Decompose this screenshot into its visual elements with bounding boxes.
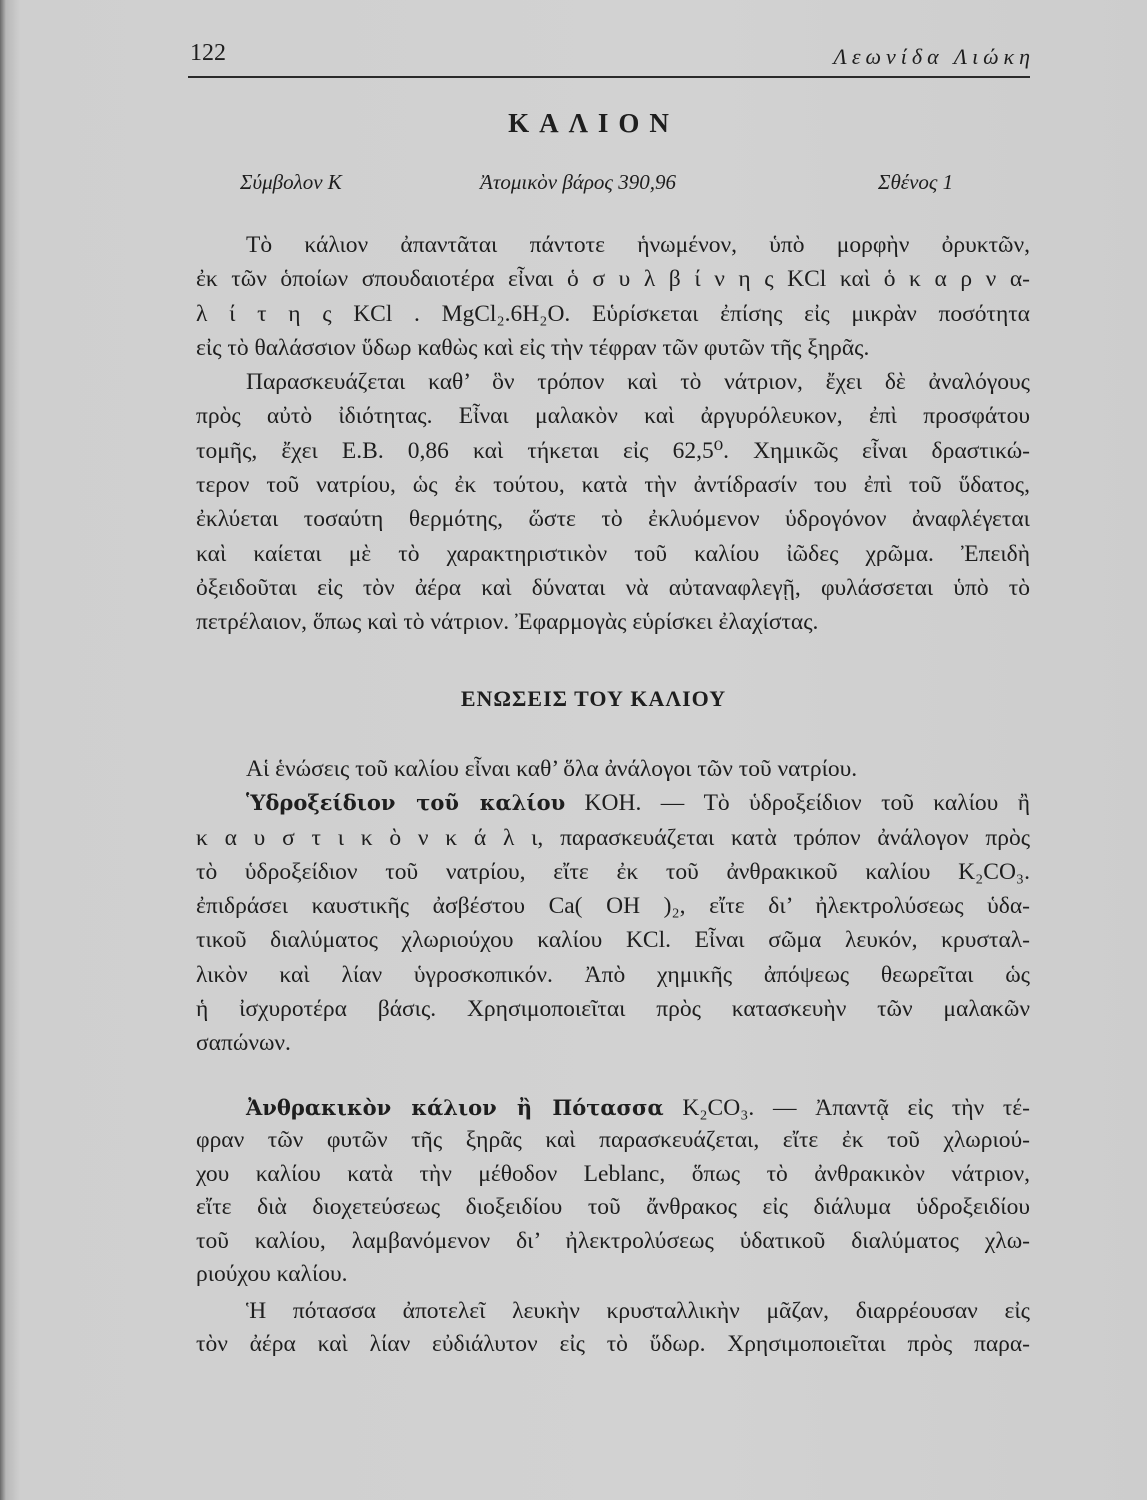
text-line <box>196 923 1030 957</box>
text-line <box>196 1225 1030 1258</box>
text-block-hydroxide <box>196 752 1030 1061</box>
line-text: Αἱ ἑνώσεις τοῦ καλίου εἶναι καθ’ ὅλα ἀνάλογοι τῶν τοῦ νατρίου. <box>246 756 858 782</box>
line-text: τὸ ὑδροξείδιον τοῦ νατρίου, εἴτε ἐκ τοῦ ἀνθρακικοῦ καλίου K₂CO₃. <box>196 858 1030 885</box>
text-line <box>196 958 1030 992</box>
text-line <box>196 228 1030 262</box>
line-text: πρὸς αὐτὸ ἰδιότητας. Εἶναι μαλακὸν καὶ ἀργυρόλευκον, ἐπὶ προσφάτου <box>196 403 1030 430</box>
text-line <box>196 331 1030 365</box>
text-line <box>196 1295 1030 1328</box>
line-text: σαπώνων. <box>196 1030 291 1057</box>
line-text: εἴτε διὰ διοχετεύσεως διοξειδίου τοῦ ἄνθρακος εἰς διάλυμα ὑδροξειδίου <box>196 1194 1030 1221</box>
line-text: K₂CO₃. — Ἀπαντᾷ εἰς τὴν τέ- <box>663 1095 1030 1121</box>
text-line <box>196 855 1030 889</box>
line-text: λ ί τ η ς KCl . MgCl₂.6H₂O. Εὑρίσκεται ἐπίσης εἰς μικρὰν ποσότητα <box>196 300 1030 327</box>
text-block-carbonate <box>196 1091 1030 1291</box>
text-line <box>196 502 1030 536</box>
element-symbol: Σύμβολον Κ <box>240 170 342 194</box>
line-text: κ α υ σ τ ι κ ὸ ν κ ά λ ι, παρασκευάζεται κατὰ τρόπον ἀνάλογον πρὸς <box>196 824 1030 851</box>
valence: Σθένος 1 <box>878 170 954 194</box>
line-text: ἐκ τῶν ὁποίων σπουδαιοτέρα εἶναι ὁ σ υ λ β ί ν η ς KCl καὶ ὁ κ α ρ ν α- <box>196 266 1030 293</box>
line-text: τικοῦ διαλύματος χλωριούχου καλίου KCl. Εἶναι σῶμα λευκόν, κρυσταλ- <box>196 927 1030 954</box>
line-text: εἰς τὸ θαλάσσιον ὕδωρ καθὼς καὶ εἰς τὴν τέφραν τῶν φυτῶν τῆς ξηρᾶς. <box>196 334 870 361</box>
line-text: ἐκλύεται τοσαύτη θερμότης, ὥστε τὸ ἐκλυόμενον ὑδρογόνον ἀναφλέγεται <box>196 506 1030 533</box>
line-text: φραν τῶν φυτῶν τῆς ξηρᾶς καὶ παρασκευάζεται, εἴτε ἐκ τοῦ χλωριού- <box>196 1127 1030 1154</box>
line-text: ἡ ἰσχυροτέρα βάσις. Χρησιμοποιεῖται πρὸς κατασκευὴν τῶν μαλακῶν <box>196 996 1030 1023</box>
text-line <box>196 537 1030 571</box>
line-text: τερον τοῦ νατρίου, ὡς ἐκ τούτου, κατὰ τὴν ἀντίδρασίν του ἐπὶ τοῦ ὕδατος, <box>196 472 1030 499</box>
line-text: πετρέλαιον, ὅπως καὶ τὸ νάτριον. Ἐφαρμογὰς εὑρίσκει ἐλαχίστας. <box>196 609 819 636</box>
text-line <box>196 1158 1030 1191</box>
line-text: ριούχου καλίου. <box>196 1260 348 1287</box>
text-line <box>196 297 1030 331</box>
line-text: τομῆς, ἔχει Ε.Β. 0,86 καὶ τήκεται εἰς 62,5⁰. Χημικῶς εἶναι δραστικώ- <box>196 437 1030 464</box>
chapter-title: ΚΑΛΙΟΝ <box>508 108 679 138</box>
line-text: KOH. — Τὸ ὑδροξείδιον τοῦ καλίου ἢ <box>565 790 1030 817</box>
text-line <box>196 262 1030 296</box>
line-text: Τὸ κάλιον ἀπαντᾶται πάντοτε ἡνωμένον, ὑπὸ μορφὴν ὀρυκτῶν, <box>246 232 1030 258</box>
line-text: Ἡ πότασσα ἀποτελεῖ λευκὴν κρυσταλλικὴν μᾶζαν, διαρρέουσαν εἰς <box>246 1298 1030 1324</box>
text-line <box>196 1191 1030 1224</box>
text-block-potassium <box>196 228 1030 640</box>
text-line <box>196 434 1030 468</box>
section-heading: ΕΝΩΣΕΙΣ ΤΟΥ ΚΑΛΙΟΥ <box>460 686 727 711</box>
line-text: ὀξειδοῦται εἰς τὸν ἀέρα καὶ δύναται νὰ αὐταναφλεγῇ, φυλάσσεται ὑπὸ τὸ <box>196 574 1030 601</box>
line-text: Παρασκευάζεται καθ’ ὃν τρόπον καὶ τὸ νάτριον, ἔχει δὲ ἀναλόγους <box>246 369 1030 396</box>
header-rule <box>188 76 1030 78</box>
text-line <box>196 1091 1030 1124</box>
text-line <box>196 365 1030 399</box>
running-head: Λεωνίδα Λιώκη <box>833 44 1035 69</box>
line-text: τὸν ἀέρα καὶ λίαν εὐδιάλυτον εἰς τὸ ὕδωρ. Χρησιμοποιεῖται πρὸς παρα- <box>196 1331 1030 1358</box>
text-line <box>196 752 1030 786</box>
text-line <box>196 1124 1030 1157</box>
text-block-potash <box>196 1295 1030 1362</box>
bold-term: Ὑδροξείδιον τοῦ καλίου <box>246 790 566 816</box>
text-line <box>196 889 1030 923</box>
bold-term: Ἀνθρακικὸν κάλιον ἢ Πότασσα <box>246 1095 664 1120</box>
text-line <box>196 1258 1030 1291</box>
line-text: τοῦ καλίου, λαμβανόμενον δι’ ἠλεκτρολύσεως ὑδατικοῦ διαλύματος χλω- <box>196 1227 1030 1254</box>
line-text: χου καλίου κατὰ τὴν μέθοδον Leblanc, ὅπως τὸ ἀνθρακικὸν νάτριον, <box>196 1160 1030 1187</box>
text-line <box>196 399 1030 433</box>
line-text: καὶ καίεται μὲ τὸ χαρακτηριστικὸν τοῦ καλίου ἰῶδες χρῶμα. Ἐπειδὴ <box>196 540 1030 567</box>
text-line <box>196 821 1030 855</box>
text-line <box>196 1026 1030 1060</box>
text-line <box>196 468 1030 502</box>
text-line <box>196 571 1030 605</box>
line-text: ἐπιδράσει καυστικῆς ἀσβέστου Ca( OH )₂, εἴτε δι’ ἠλεκτρολύσεως ὑδα- <box>196 893 1030 920</box>
page-number: 122 <box>190 40 226 66</box>
text-line <box>196 1328 1030 1361</box>
text-line <box>196 786 1030 820</box>
atomic-weight: Ἀτομικὸν βάρος 390,96 <box>480 170 676 194</box>
text-line <box>196 605 1030 639</box>
line-text: λικὸν καὶ λίαν ὑγροσκοπικόν. Ἀπὸ χημικῆς ἀπόψεως θεωρεῖται ὡς <box>196 961 1030 988</box>
text-line <box>196 992 1030 1026</box>
